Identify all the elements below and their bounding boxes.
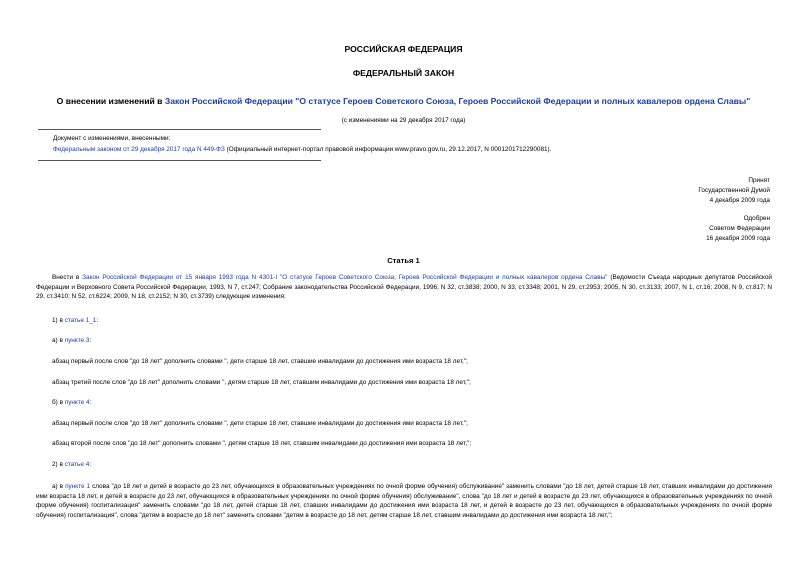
item-2 [52,461,91,468]
item-1b-prefix: б) в [52,399,65,406]
adoption-duma [698,176,770,206]
intro-start: Внести в [52,274,83,281]
item-1a [52,337,91,344]
approval-label: Одобрен [743,215,770,222]
adoption-council [706,214,770,244]
approval-date: 16 декабря 2009 года [706,235,770,242]
divider-top [38,129,321,130]
amendment-source: (Официальный интернет-портал правовой информации www.pravo.gov.ru, 29.12.2017, N 0001201712290081). [224,146,552,153]
adoption-date: 4 декабря 2009 года [709,197,770,204]
item-2-prefix: 2) в [52,461,65,468]
doc-type-heading: ФЕДЕРАЛЬНЫЙ ЗАКОН [352,68,455,78]
amendments-heading: Документ с изменениями, внесенными: [53,135,171,142]
item-2a-text: слова "до 18 лет и детей в возрасте до 23 лет, обучающихся в образовательных учреждениях по очной форме обучения) обслуживание" заменить словами "до 18 лет, детей старше 18 лет, ставших инвалидами до достижения ими возраста 18 лет, и детей в возрасте до 23 лет, обучающихся в образовательных учреждениях по очной форме обучения) обслуживание", слова "до 18 лет и детей в возрасте до 23 лет, обучающихся в образовательных учреждениях по очной форме обучения) госпитализация" заменить словами "до 18 лет, детей старше 18 лет, ставших инвалидами до достижения ими возраста 18 лет, и детей в возрасте до 23 лет, обучающихся в образовательных учреждениях по очной форме обучения) госпитализация", слова "детям в возрасте до 18 лет" заменить словами "детям в возрасте до 18 лет, детям старше 18 лет, ставшим инвалидами до достижения ими возраста 18 лет,"; [36,483,772,519]
article-intro [36,273,772,302]
clause-3-link[interactable]: пункте 3 [64,337,90,344]
item-2-suffix: : [89,461,92,468]
item-1b-para-2: абзац второй после слов "до 18 лет" дополнить словами ", детям старше 18 лет, ставшим инвалидами до достижения ими возраста 18 лет,"; [52,440,472,447]
amendments-line [53,146,551,153]
item-1b-para-1: абзац первый после слов "до 18 лет" дополнить словами ", дети старше 18 лет, ставшие инвалидами до достижения ими возраста 18 лет,"; [52,420,468,427]
item-1a-prefix: а) в [52,337,65,344]
divider-bottom [38,160,321,161]
clause-1-link[interactable]: пункте 1 [65,483,91,490]
intro-law-link[interactable]: Закон Российской Федерации от 15 января 1993 года N 4301-I "О статусе Героев Советского Союза, Героев Российской Федерации и полных кавалеров ордена Славы" [82,274,608,281]
intro-rest: (Ведомости Съезда народных депутатов Российской Федерации и Верховного Совета Российской Федерации, 1993, N 7, ст.247; Собрание законодательства Российской Федерации, 1996, N 32, ст.3838; 2000, N 33, ст.3348; 2001, N 29, ст.2953; 2005, N 30, ст.3133; 2007, N 1, ст.16; 2008, N 9, ст.817; N 29, ст.3410; N 52, ст.6224; 2009, N 18, ст.2152; N 30, ст.3739) следующие изменения: [36,274,772,301]
country-heading: РОССИЙСКАЯ ФЕДЕРАЦИЯ [344,44,463,54]
item-1b [52,399,91,406]
approval-body: Советом Федерации [709,225,770,232]
article-1-1-link[interactable]: статье 1_1 [64,317,97,324]
title-prefix: О внесении изменений в [56,96,165,106]
item-1a-para-1: абзац первый после слов "до 18 лет" дополнить словами ", дети старше 18 лет, ставшие инвалидами до достижения ими возраста 18 лет,"; [52,358,468,365]
adoption-label: Принят [748,177,770,184]
article-4-link[interactable]: статье 4 [64,461,90,468]
item-2a-paragraph [36,482,772,520]
article-title: Статья 1 [387,256,420,265]
item-1b-suffix: : [89,399,92,406]
item-1a-suffix: : [89,337,92,344]
adoption-body: Государственной Думой [698,187,770,194]
revision-note: (с изменениями на 29 декабря 2017 года) [341,117,466,124]
item-2a-prefix: а) в [52,483,66,490]
item-1-suffix: : [96,317,99,324]
clause-4-link[interactable]: пункте 4 [64,399,90,406]
document-title [0,96,807,106]
item-1-prefix: 1) в [52,317,65,324]
item-1 [52,317,98,324]
item-1a-para-3: абзац третий после слов "до 18 лет" дополнить словами ", детям старше 18 лет, ставшим инвалидами до достижения ими возраста 18 лет,"; [52,379,471,386]
amendment-law-link[interactable]: Федеральным законом от 29 декабря 2017 года N 449-ФЗ [53,146,225,153]
title-law-link[interactable]: Закон Российской Федерации "О статусе Героев Советского Союза, Героев Российской Федерации и полных кавалеров ордена Славы" [164,96,751,106]
